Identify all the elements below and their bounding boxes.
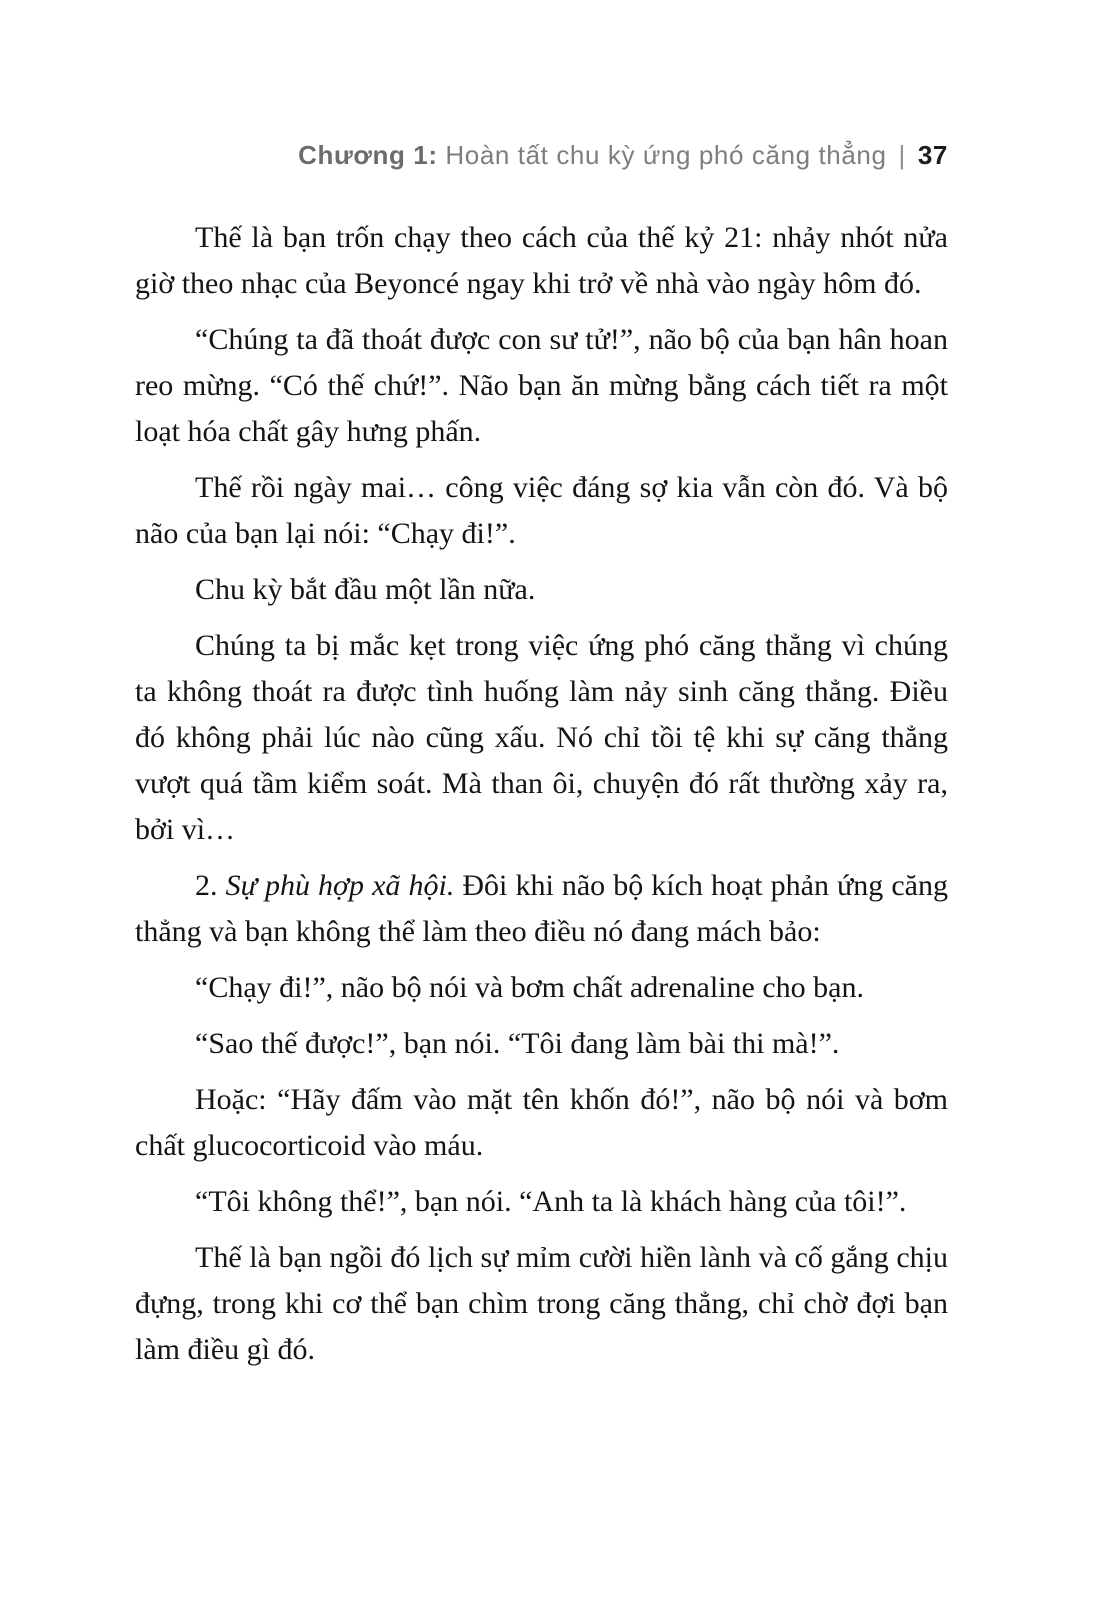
paragraph-escaped-lion: “Chúng ta đã thoát được con sư tử!”, não bộ của bạn hân hoan reo mừng. “Có thế chứ!”. Não bạn ăn mừng bằng cách tiết ra một loạt hóa chất gây hưng phấn. bbox=[135, 323, 948, 448]
body-text bbox=[135, 215, 948, 1373]
list-number: 2. bbox=[195, 869, 226, 902]
chapter-title: Hoàn tất chu kỳ ứng phó căng thẳng bbox=[437, 140, 887, 170]
paragraph-social-appropriateness bbox=[135, 863, 948, 955]
paragraph-punch-glucocorticoid: Hoặc: “Hãy đấm vào mặt tên khốn đó!”, não bộ nói và bơm chất glucocorticoid vào máu. bbox=[135, 1083, 948, 1162]
paragraph-tomorrow-job: Thế rồi ngày mai… công việc đáng sợ kia vẫn còn đó. Và bộ não của bạn lại nói: “Chạy đi!”. bbox=[135, 471, 948, 550]
paragraph-taking-exam: “Sao thế được!”, bạn nói. “Tôi đang làm bài thi mà!”. bbox=[195, 1027, 840, 1060]
paragraph-run-adrenaline: “Chạy đi!”, não bộ nói và bơm chất adrenaline cho bạn. bbox=[195, 971, 864, 1004]
running-header bbox=[135, 140, 948, 171]
paragraph-he-is-client: “Tôi không thể!”, bạn nói. “Anh ta là khách hàng của tôi!”. bbox=[195, 1185, 907, 1218]
paragraph-escape-21st-century: Thế là bạn trốn chạy theo cách của thế kỷ 21: nhảy nhót nửa giờ theo nhạc của Beyoncé ngay khi trở về nhà vào ngày hôm đó. bbox=[135, 221, 948, 300]
paragraph-sit-smiling: Thế là bạn ngồi đó lịch sự mỉm cười hiền lành và cố gắng chịu đựng, trong khi cơ thể bạn chìm trong căng thẳng, chỉ chờ đợi bạn làm điều gì đó. bbox=[135, 1241, 948, 1366]
chapter-label: Chương 1: bbox=[298, 140, 438, 170]
paragraph-stuck-in-stress: Chúng ta bị mắc kẹt trong việc ứng phó căng thẳng vì chúng ta không thoát ra được tình huống làm nảy sinh căng thẳng. Điều đó không phải lúc nào cũng xấu. Nó chỉ tồi tệ khi sự căng thẳng vượt quá tầm kiểm soát. Mà than ôi, chuyện đó rất thường xảy ra, bởi vì… bbox=[135, 629, 948, 846]
paragraph-continuation: Đôi khi não bộ kích hoạt phản ứng căng thẳng và bạn không thể làm theo điều nó đang mách bảo: bbox=[135, 869, 948, 948]
page-number: 37 bbox=[917, 140, 948, 170]
paragraph-cycle-restarts: Chu kỳ bắt đầu một lần nữa. bbox=[195, 573, 536, 606]
header-separator: | bbox=[898, 140, 906, 170]
italic-term: Sự phù hợp xã hội. bbox=[225, 869, 455, 902]
